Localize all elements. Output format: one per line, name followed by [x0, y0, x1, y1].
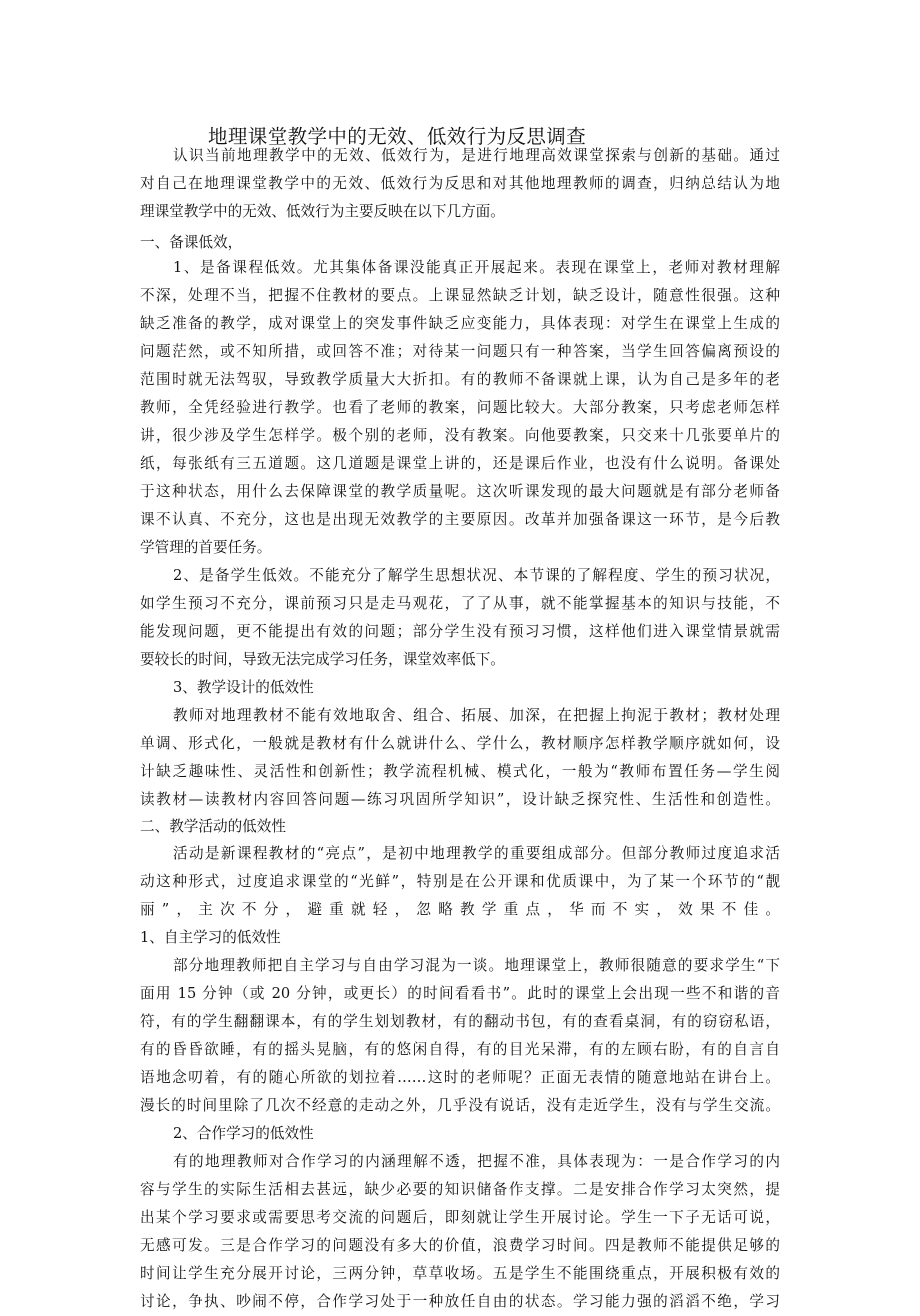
- text-line: 范围时就无法驾驭，导致教学质量大大折扣。有的教师不备课就上课，认为自己是多年的老: [140, 371, 780, 388]
- text-line: 能发现问题，更不能提出有效的问题；部分学生没有预习习惯，这样他们进入课堂情景就需: [140, 623, 780, 640]
- text-line: 问题茫然，或不知所措，或回答不准；对待某一问题只有一种答案，当学生回答偏离预设的: [140, 343, 780, 360]
- text-line: 1、自主学习的低效性: [140, 929, 281, 946]
- text-line: 认识当前地理教学中的无效、低效行为，是进行地理高效课堂探索与创新的基础。通过: [173, 147, 780, 164]
- document-title: 地理课堂教学中的无效、低效行为反思调查: [208, 125, 587, 148]
- text-line: 一、备课低效，: [140, 234, 243, 251]
- text-line: 单调、形式化，一般就是教材有什么就讲什么、学什么，教材顺序怎样教学顺序就如何，设: [140, 735, 780, 752]
- text-line: 不深，处理不当，把握不住教材的要点。上课显然缺乏计划，缺乏设计，随意性很强。这种: [140, 287, 780, 304]
- text-line: 二、教学活动的低效性: [140, 818, 286, 835]
- text-line: 1、是备课程低效。尤其集体备课没能真正开展起来。表现在课堂上，老师对教材理解: [173, 259, 780, 276]
- text-line: 2、是备学生低效。不能充分了解学生思想状况、本节课的了解程度、学生的预习状况，: [173, 567, 780, 584]
- text-line: 出某个学习要求或需要思考交流的问题后，即刻就让学生开展讨论。学生一下子无话可说，: [140, 1209, 780, 1226]
- text-line: 时间让学生充分展开讨论，三两分钟，草草收场。五是学生不能围绕重点，开展积极有效的: [140, 1265, 780, 1282]
- text-line: 有的昏昏欲睡，有的摇头晃脑，有的悠闲自得，有的目光呆滞，有的左顾右盼，有的自言自: [140, 1041, 780, 1058]
- text-line: 2、合作学习的低效性: [173, 1125, 314, 1142]
- text-line: 语地念叨着，有的随心所欲的划拉着……这时的老师呢？正面无表情的随意地站在讲台上。: [140, 1069, 780, 1086]
- text-line: 于这种状态，用什么去保障课堂的教学质量呢。这次听课发现的最大问题就是有部分老师备: [140, 483, 780, 500]
- text-line: 符，有的学生翻翻课本，有的学生划划教材，有的翻动书包，有的查看桌洞，有的窃窃私语，: [140, 1013, 780, 1030]
- text-line: 理课堂教学中的无效、低效行为主要反映在以下几方面。: [140, 203, 505, 220]
- text-line: 对自己在地理课堂教学中的无效、低效行为反思和对其他地理教师的调查，归纳总结认为地: [140, 175, 780, 192]
- text-line: 如学生预习不充分，课前预习只是走马观花，了了从事，就不能掌握基本的知识与技能，不: [140, 595, 780, 612]
- text-line: 学管理的首要任务。: [140, 539, 272, 556]
- text-line: 教师，全凭经验进行教学。也看了老师的教案，问题比较大。大部分教案，只考虑老师怎样: [140, 399, 780, 416]
- text-line: 课不认真、不充分，这也是出现无效教学的主要原因。改革并加强备课这一环节，是今后教: [140, 511, 780, 528]
- text-line: 无感可发。三是合作学习的问题没有多大的价值，浪费学习时间。四是教师不能提供足够的: [140, 1237, 780, 1254]
- text-line: 部分地理教师把自主学习与自由学习混为一谈。地理课堂上，教师很随意的要求学生“下: [173, 957, 780, 974]
- text-line: 丽”，主次不分，避重就轻，忽略教学重点，华而不实，效果不佳。: [140, 901, 780, 918]
- text-line: 动这种形式，过度追求课堂的“光鲜”，特别是在公开课和优质课中，为了某一个环节的“靓: [140, 873, 780, 890]
- text-line: 容与学生的实际生活相去甚远，缺少必要的知识储备作支撑。二是安排合作学习太突然，提: [140, 1181, 780, 1198]
- text-line: 有的地理教师对合作学习的内涵理解不透，把握不准，具体表现为：一是合作学习的内: [173, 1153, 780, 1170]
- text-line: 3、教学设计的低效性: [173, 679, 314, 696]
- text-line: 读教材—读教材内容回答问题—练习巩固所学知识”，设计缺乏探究性、生活性和创造性。: [140, 791, 780, 808]
- text-line: 缺乏准备的教学，成对课堂上的突发事件缺乏应变能力，具体表现：对学生在课堂上生成的: [140, 315, 780, 332]
- text-line: 计缺乏趣味性、灵活性和创新性；教学流程机械、模式化，一般为“教师布置任务—学生阅: [140, 763, 780, 780]
- text-line: 教师对地理教材不能有效地取舍、组合、拓展、加深，在把握上拘泥于教材；教材处理: [173, 707, 780, 724]
- text-line: 讲，很少涉及学生怎样学。极个别的老师，没有教案。向他要教案，只交来十几张要单片的: [140, 427, 780, 444]
- text-line: 活动是新课程教材的“亮点”，是初中地理教学的重要组成部分。但部分教师过度追求活: [173, 845, 780, 862]
- text-line: 讨论，争执、吵闹不停，合作学习处于一种放任自由的状态。学习能力强的滔滔不绝，学习: [140, 1293, 780, 1310]
- text-line: 纸，每张纸有三五道题。这几道题是课堂上讲的，还是课后作业，也没有什么说明。备课处: [140, 455, 780, 472]
- text-line: 漫长的时间里除了几次不经意的走动之外，几乎没有说话，没有走近学生，没有与学生交流。: [140, 1097, 780, 1114]
- text-line: 要较长的时间，导致无法完成学习任务，课堂效率低下。: [140, 651, 505, 668]
- text-line: 面用 15 分钟（或 20 分钟，或更长）的时间看看书”。此时的课堂上会出现一些不和谐的音: [140, 985, 780, 1002]
